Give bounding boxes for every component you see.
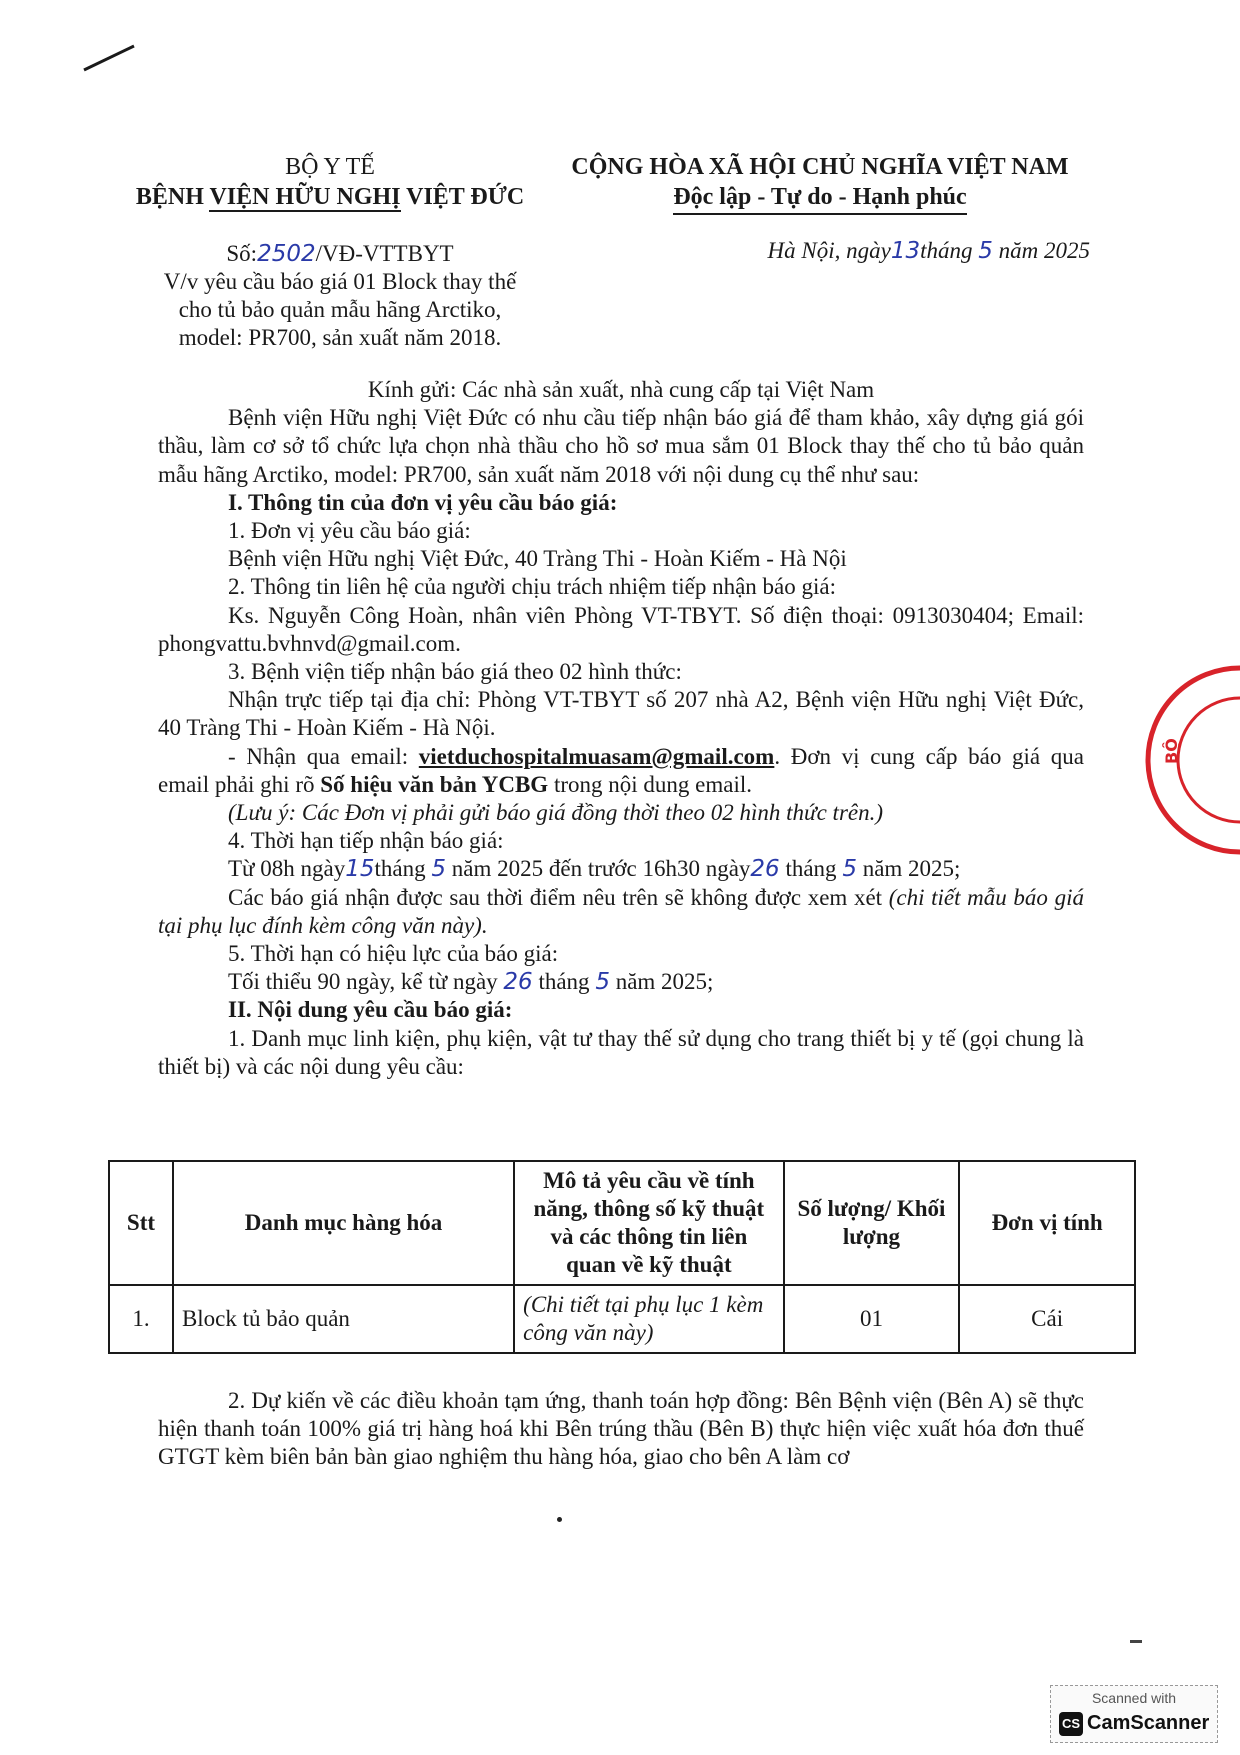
item-1-3-note: (Lưu ý: Các Đơn vị phải gửi báo giá đồng thời theo 02 hình thức trên.) <box>228 800 884 826</box>
recipient-line: Kính gửi: Các nhà sản xuất, nhà cung cấp tại Việt Nam <box>367 377 875 402</box>
item-1-5: 5. Thời hạn có hiệu lực của báo giá: <box>228 941 559 967</box>
seal-text: BỘ <box>1162 738 1181 764</box>
item-1-2: 2. Thông tin liên hệ của người chịu trách nhiệm tiếp nhận báo giá: <box>228 574 836 600</box>
document-number-block <box>120 240 560 352</box>
col-header-unit: Đơn vị tính <box>959 1161 1135 1285</box>
goods-table <box>108 1160 1136 1354</box>
item-1-1-value: Bệnh viện Hữu nghị Việt Đức, 40 Tràng Thi - Hoàn Kiếm - Hà Nội <box>228 546 847 572</box>
cell-quantity: 01 <box>784 1285 960 1353</box>
item-1-1: 1. Đơn vị yêu cầu báo giá: <box>228 518 471 544</box>
item-1-3-email: - Nhận qua email: vietduchospitalmuasam@gmail.com. Đơn vị cung cấp báo giá qua email phải ghi rõ Số hiệu văn bản YCBG trong nội dung email. <box>158 743 1084 797</box>
nation-name: CỘNG HÒA XÃ HỘI CHỦ NGHĨA VIỆT NAM <box>571 154 1069 180</box>
red-seal-stamp <box>1140 660 1240 860</box>
intro-paragraph: Bệnh viện Hữu nghị Việt Đức có nhu cầu tiếp nhận báo giá để tham khảo, xây dựng giá gói thầu, làm cơ sở tổ chức lựa chọn nhà thầu cho hồ sơ mua sắm 01 Block thay thế cho tủ bảo quản mẫu hãng Arctiko, model: PR700, sản xuất năm 2018 với nội dung cụ thể như sau: <box>158 405 1084 487</box>
issuing-organization <box>110 152 550 212</box>
letter-body <box>158 376 1084 1081</box>
scanned-with-label: Scanned with <box>1091 1690 1177 1706</box>
item-1-4-note: Các báo giá nhận được sau thời điểm nêu trên sẽ không được xem xét (chi tiết mẫu báo giá tại phụ lục đính kèm công văn này). <box>158 884 1084 938</box>
col-header-quantity: Số lượng/ Khối lượng <box>784 1161 960 1285</box>
col-header-stt: Stt <box>109 1161 173 1285</box>
item-2-1: 1. Danh mục linh kiện, phụ kiện, vật tư thay thế sử dụng cho trang thiết bị y tế (gọi chung là thiết bị) và các nội dung yêu cầu: <box>158 1025 1084 1079</box>
item-1-5-value: Tối thiểu 90 ngày, kể từ ngày 26 tháng 5 năm 2025; <box>228 969 714 996</box>
handwritten-number: 2502 <box>257 241 316 267</box>
col-header-description: Mô tả yêu cầu về tính năng, thông số kỹ thuật và các thông tin liên quan về kỹ thuật <box>514 1161 783 1285</box>
pen-mark <box>80 40 140 80</box>
cell-goods: Block tủ bảo quản <box>173 1285 514 1353</box>
hospital-name: BỆNH VIỆN HỮU NGHỊ VIỆT ĐỨC <box>135 184 525 210</box>
item-1-2-value: Ks. Nguyễn Công Hoàn, nhân viên Phòng VT-TBYT. Số điện thoại: 0913030404; Email: phongvattu.bvhnvd@gmail.com. <box>158 602 1084 656</box>
item-1-4-period: Từ 08h ngày15tháng 5 năm 2025 đến trước 16h30 ngày26 tháng 5 năm 2025; <box>228 856 961 883</box>
subject-line-3: model: PR700, sản xuất năm 2018. <box>178 325 502 350</box>
section-1-title: I. Thông tin của đơn vị yêu cầu báo giá: <box>228 489 618 515</box>
camscanner-label: CamScanner <box>1087 1712 1210 1734</box>
national-motto: Độc lập - Tự do - Hạnh phúc <box>673 182 966 215</box>
table-header-row <box>109 1161 1135 1285</box>
camscanner-badge <box>1050 1685 1218 1743</box>
document-date: Hà Nội, ngày13tháng 5 năm 2025 <box>767 238 1090 264</box>
col-header-goods: Danh mục hàng hóa <box>173 1161 514 1285</box>
scan-tick <box>1130 1640 1142 1643</box>
scan-dot <box>557 1517 562 1522</box>
item-1-3-direct: Nhận trực tiếp tại địa chỉ: Phòng VT-TBYT số 207 nhà A2, Bệnh viện Hữu nghị Việt Đức, 40 Tràng Thi - Hoàn Kiếm - Hà Nội. <box>158 687 1084 741</box>
cell-description: (Chi tiết tại phụ lục 1 kèm công văn này) <box>514 1285 783 1353</box>
camscanner-icon: CS <box>1059 1712 1083 1736</box>
cell-stt: 1. <box>109 1285 173 1353</box>
cell-unit: Cái <box>959 1285 1135 1353</box>
email-link[interactable]: vietduchospitalmuasam@gmail.com <box>418 743 775 769</box>
subject-line-2: cho tủ bảo quản mẫu hãng Arctiko, <box>178 297 502 322</box>
payment-terms <box>158 1387 1084 1472</box>
item-1-4: 4. Thời hạn tiếp nhận báo giá: <box>228 828 504 854</box>
item-1-3: 3. Bệnh viện tiếp nhận báo giá theo 02 hình thức: <box>228 659 682 685</box>
item-2-2: 2. Dự kiến về các điều khoản tạm ứng, thanh toán hợp đồng: Bên Bệnh viện (Bên A) sẽ thực hiện thanh toán 100% giá trị hàng hoá khi Bên trúng thầu (Bên B) thực hiện việc xuất hóa đơn thuế GTGT kèm biên bản bàn giao nghiệm thu hàng hóa, giao cho bên A làm cơ <box>158 1388 1084 1470</box>
national-header <box>560 152 1080 215</box>
subject-line-1: V/v yêu cầu báo giá 01 Block thay thế <box>163 269 517 294</box>
section-2-title: II. Nội dung yêu cầu báo giá: <box>228 997 513 1023</box>
ministry-name: BỘ Y TẾ <box>285 154 375 180</box>
table-row <box>109 1285 1135 1353</box>
document-number: Số:2502/VĐ-VTTBYT <box>226 241 454 267</box>
